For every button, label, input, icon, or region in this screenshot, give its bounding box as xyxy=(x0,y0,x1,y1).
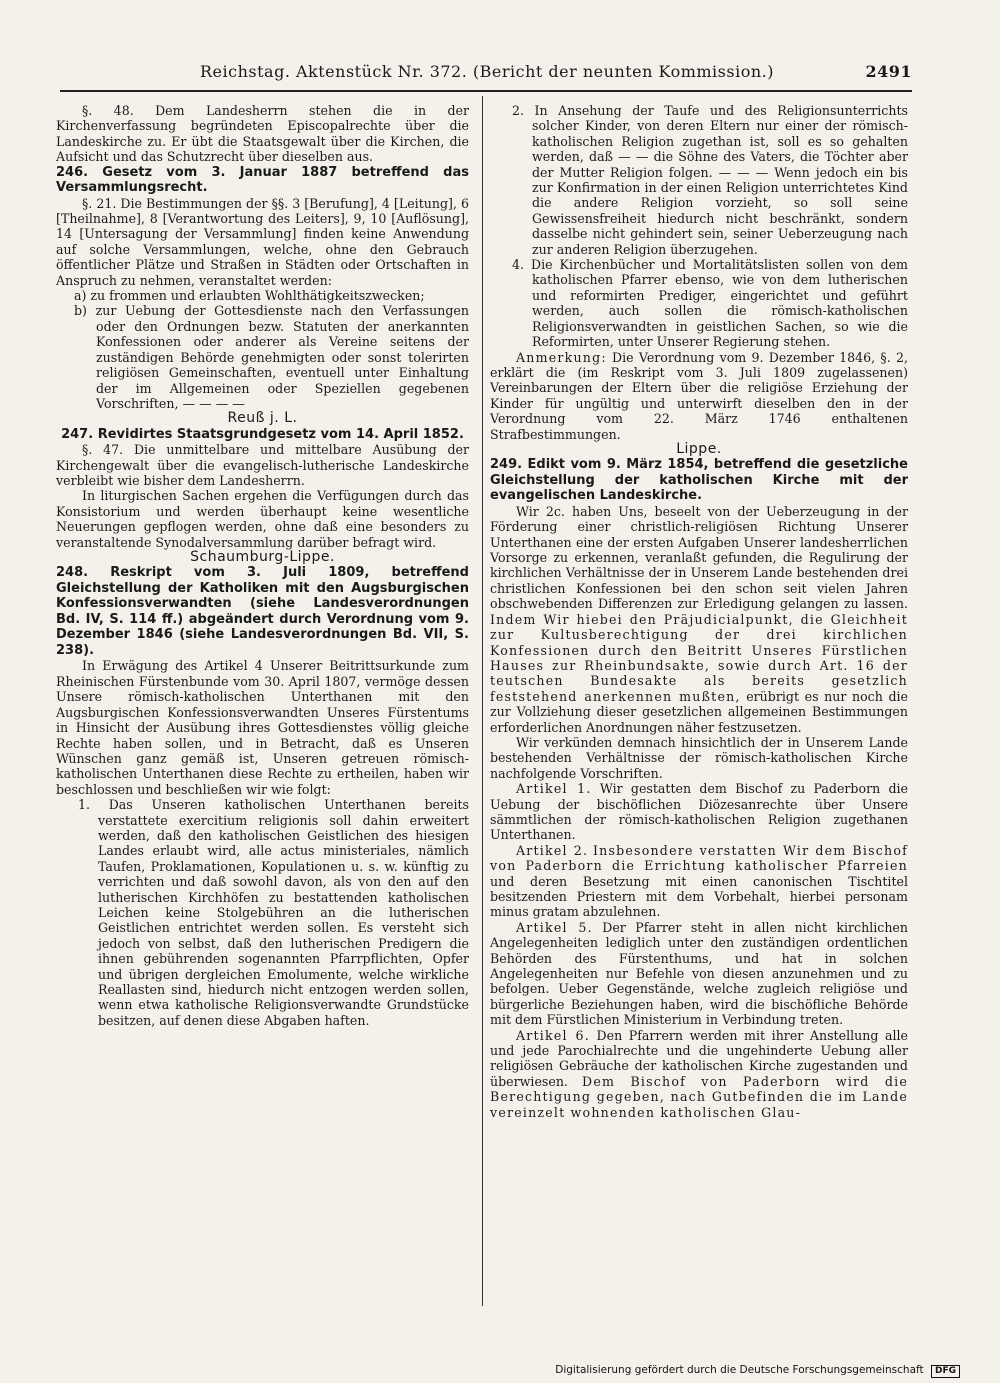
article-2 xyxy=(490,843,908,920)
section-title-248: 248. Reskript vom 3. Juli 1809, betreffend Gleichstellung der Katholiken mit den Augsburgischen Konfessionsverwandten (siehe Landesverordnungen Bd. IV, S. 114 ff.) abgeändert durch Verordnung vom 9. Dezember 1846 (siehe Landesverordnungen Bd. VII, S. 238). xyxy=(56,565,469,658)
paragraph-s47b: In liturgischen Sachen ergehen die Verfügungen durch das Konsistorium und werden überhaupt keine wesentliche Neuerungen gepflogen werden, ohne daß eine besonders zu veranstaltende Synodalversammlung darüber befragt wird. xyxy=(56,488,469,550)
dfg-logo: DFG xyxy=(931,1365,960,1378)
right-column xyxy=(490,103,908,1120)
spaced-text-run: Insbesondere verstatten Wir dem Bischof von Paderborn die Errichtung katholischer Pfarreien xyxy=(490,842,908,874)
footer-text: Digitalisierung gefördert durch die Deutsche Forschungsgemeinschaft xyxy=(555,1364,924,1376)
section-title-247: 247. Revidirtes Staatsgrundgesetz vom 14. April 1852. xyxy=(61,426,464,442)
text-run: erübrigt es nur noch die zur Vollziehung dieser gesetzlichen allgemeinen Bestimmungen erforderlichen Anordnungen näher festzusetzen. xyxy=(490,688,908,735)
paragraph-249b: Wir verkünden demnach hinsichtlich der in Unserem Lande bestehenden Verhältnisse der römisch-katholischen Kirche nachfolgende Vorschriften. xyxy=(490,734,908,781)
spaced-text-run: Dem Bischof von Paderborn wird die Berechtigung gegeben, nach Gutbefinden die im Lande vereinzelt wohnenden katholischen Glau- xyxy=(490,1073,908,1120)
header-rule xyxy=(60,90,912,92)
article-6 xyxy=(490,1028,908,1120)
paragraph-248: In Erwägung des Artikel 4 Unserer Beitrittsurkunde zum Rheinischen Fürstenbunde vom 30. April 1807, vermöge dessen Unsere römisch-katholischen Unterthanen mit den Augsburgischen Konfessionsverwandten Unseres Fürstentums in Hinsicht der Ausübung ihres Gottesdienstes völlig gleiche Rechte haben sollen, und in Betracht, daß es Unseren Wünschen ganz gemäß ist, Unseren getreuen römisch-katholischen Unterthanen diese Rechte zu ertheilen, haben wir beschlossen und beschließen wir wie folgt: xyxy=(56,658,469,797)
article-text: und deren Besetzung mit einen canonischen Tischtitel besitzenden Priestern mit dem Vorbehalt, hierbei personam minus gratam abzulehnen. xyxy=(490,873,908,920)
list-item-b: b) zur Uebung der Gottesdienste nach den Verfassungen oder den Ordnungen bezw. Statuten der anerkannten Konfessionen oder anderer als Vereine seitens der zuständigen Behörde genehmigten oder sonst tolerirten religiösen Gemeinschaften, eventuell unter Einhaltung der im Allgemeinen oder Speziellen gegebenen Vorschriften, — — — — xyxy=(74,303,469,411)
left-column xyxy=(56,103,469,1028)
article-1 xyxy=(490,781,908,843)
list-item-1: 1. Das Unseren katholischen Unterthanen bereits verstattete exercitium religionis soll dahin erweitert werden, daß den katholischen Geistlichen des hiesigen Landes erlaubt wird, alle actus ministeriales, nämlich Taufen, Proklamationen, Kopulationen u. s. w. künftig zu verrichten und daß sowohl davon, als von den auf den lutherischen Kirchhöfen zu bestattenden katholischen Leichen keine Stolgebühren an die lutherischen Geistlichen entrichtet werden sollen. Es versteht sich jedoch von selbst, daß den lutherischen Predigern die ihnen gebührenden sogenannten Pfarrpflichten, Opfer und übrigen dergleichen Emolumente, welche wirkliche Reallasten sind, hiedurch nicht entzogen werden sollen, wenn etwa katholische Religionsverwandte Grundstücke besitzen, auf denen diese Abgaben haften. xyxy=(78,797,469,1028)
running-title: Reichstag. Aktenstück Nr. 372. (Bericht der neunten Kommission.) xyxy=(200,62,774,81)
state-heading-schaumburg: Schaumburg-Lippe. xyxy=(190,549,335,566)
note-paragraph xyxy=(490,350,908,442)
note-label: Anmerkung: xyxy=(516,349,607,365)
text-run: Wir 2c. haben Uns, beseelt von der Ueberzeugung in der Förderung einer christlich-religiösen Richtung Unserer Unterthanen eine der ersten Aufgaben Unserer landesherrlichen Vorsorge zu erkennen, veranlaßt gefunden, die Regulirung der kirchlichen Verhältnisse der in Unserem Lande bestehenden drei christlichen Konfessionen bei den schon seit vielen Jahren obschwebenden Differenzen zur Erledigung gelangen zu lassen. xyxy=(490,503,908,612)
article-label: Artikel 2. xyxy=(516,842,589,858)
paragraph-s21: §. 21. Die Bestimmungen der §§. 3 [Berufung], 4 [Leitung], 6 [Theilnahme], 8 [Verantwortung des Leiters], 9, 10 [Auflösung], 14 [Untersagung der Versammlung] finden keine Anwendung auf solche Versammlungen, welche, ohne den Gebrauch öffentlicher Plätze und Straßen in Städten oder Ortschaften in Anspruch zu nehmen, veranstaltet werden: xyxy=(56,195,469,288)
list-item-a: a) zu frommen und erlaubten Wohlthätigkeitszwecken; xyxy=(74,288,425,304)
article-text: Den Pfarrern werden mit ihrer Anstellung alle und jede Parochialrechte und die ungehinderte Uebung aller religiösen Gebräuche der katholischen Kirche zugestanden und überwiesen. xyxy=(490,1027,908,1089)
paragraph-249a xyxy=(490,504,908,735)
spaced-text-run: Indem Wir hiebei den Präjudicialpunkt, die Gleichheit zur Kultusberechtigung der drei kirchlichen Konfessionen durch den Beitritt Unseres Fürstlichen Hauses zur Rheinbundsakte, sowie durch Art. 16 der teutschen Bundesakte als bereits gesetzlich feststehend anerkennen mußten, xyxy=(490,611,908,704)
state-heading-reuss: Reuß j. L. xyxy=(227,410,298,427)
list-item-2: 2. In Ansehung der Taufe und des Religionsunterrichts solcher Kinder, von deren Eltern nur einer der römisch-katholischen Religion zugethan ist, soll es so gehalten werden, daß — — die Söhne des Vaters, die Töchter aber der Mutter Religion folgen. — — — Wenn jedoch ein bis zur Konfirmation in der einen Religion unterrichtetes Kind die andere Religion vorzieht, so soll seine Gewissensfreiheit hiedurch nicht beschränkt, sondern dasselbe nicht gehindert sein, seiner Ueberzeugung nach zur anderen Religion überzugehen. xyxy=(512,103,908,257)
article-text: Wir gestatten dem Bischof zu Paderborn die Uebung der bischöflichen Diözesanrechte über Unsere sämmtlichen der römisch-katholischen Religion zugethanen Unterthanen. xyxy=(490,781,908,843)
section-title-246: 246. Gesetz vom 3. Januar 1887 betreffend das Versammlungsrecht. xyxy=(56,164,469,196)
paragraph-s47: §. 47. Die unmittelbare und mittelbare Ausübung der Kirchengewalt über die evangelisch-lutherische Landeskirche verbleibt wie bisher dem Landesherrn. xyxy=(56,442,469,489)
article-text: Der Pfarrer steht in allen nicht kirchlichen Angelegenheiten lediglich unter den zuständigen ordentlichen Behörden des Fürstenthums, und hat in solchen Angelegenheiten nur Befehle von diesen anzunehmen und zu befolgen. Ueber Gegenstände, welche zugleich religiöse und bürgerliche Beziehungen haben, wird die bischöfliche Behörde mit dem Fürstlichen Ministerium in Verbindung treten. xyxy=(490,919,908,1028)
paragraph-s48: §. 48. Dem Landesherrn stehen die in der Kirchenverfassung begründeten Episcopalrechte über die Landeskirche zu. Er übt die Staatsgewalt über die Kirchen, die Aufsicht und das Schutzrecht über dieselben aus. xyxy=(56,103,469,165)
column-divider xyxy=(482,96,483,1306)
section-title-249: 249. Edikt vom 9. März 1854, betreffend die gesetzliche Gleichstellung der katholischen Kirche mit der evangelischen Landeskirche. xyxy=(490,457,908,504)
page-number: 2491 xyxy=(865,62,912,81)
state-heading-lippe: Lippe. xyxy=(676,440,722,457)
article-label: Artikel 5. xyxy=(516,919,593,935)
article-label: Artikel 1. xyxy=(516,781,592,797)
article-5 xyxy=(490,920,908,1028)
list-item-4: 4. Die Kirchenbücher und Mortalitätslisten sollen von dem katholischen Pfarrer ebenso, wie von dem lutherischen und reformirten Prediger, eingerichtet und geführt werden, auch sollen die römisch-katholischen Religionsverwandten in geistlichen Sachen, so wie die Reformirten, unter Unserer Regierung stehen. xyxy=(512,257,908,350)
page-header xyxy=(60,60,912,86)
note-text: Die Verordnung vom 9. Dezember 1846, §. 2, erklärt die (im Reskript vom 3. Juli 1809 zugelassenen) Vereinbarungen der Eltern über die religiöse Erziehung der Kinder für ungültig und unterwirft dieselben den in der Verordnung vom 22. März 1746 enthaltenen Strafbestimmungen. xyxy=(490,349,908,442)
article-label: Artikel 6. xyxy=(516,1027,590,1043)
footer-credit xyxy=(555,1364,960,1378)
